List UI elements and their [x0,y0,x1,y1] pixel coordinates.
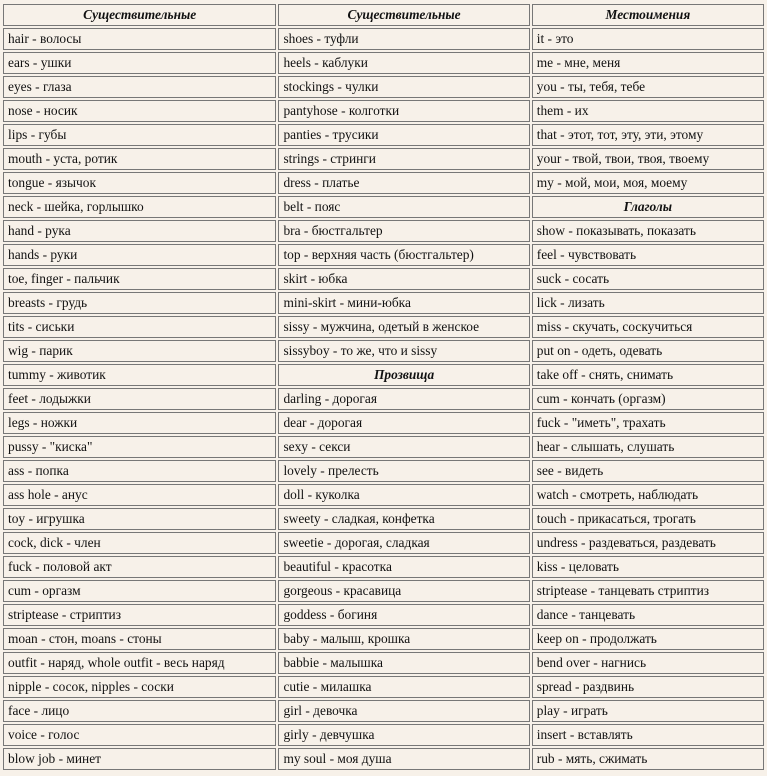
vocab-cell: blow job - минет [3,748,276,770]
table-row [3,244,764,266]
vocab-cell: belt - пояс [278,196,529,218]
vocab-cell: miss - скучать, соскучиться [532,316,764,338]
table-row [3,460,764,482]
vocab-cell: mouth - уста, ротик [3,148,276,170]
header-row [3,4,764,26]
vocab-cell: feel - чувствовать [532,244,764,266]
vocab-cell: nose - носик [3,100,276,122]
column-header-pronouns: Местоимения [532,4,764,26]
vocab-cell: hair - волосы [3,28,276,50]
vocab-cell: striptease - танцевать стриптиз [532,580,764,602]
vocab-cell: legs - ножки [3,412,276,434]
vocab-cell: undress - раздеваться, раздевать [532,532,764,554]
vocab-cell: outfit - наряд, whole outfit - весь наряд [3,652,276,674]
vocab-cell: cock, dick - член [3,532,276,554]
vocab-cell: ass hole - анус [3,484,276,506]
vocab-cell: watch - смотреть, наблюдать [532,484,764,506]
vocab-cell: baby - малыш, крошка [278,628,529,650]
vocab-cell: face - лицо [3,700,276,722]
vocab-cell: nipple - сосок, nipples - соски [3,676,276,698]
vocab-cell: hand - рука [3,220,276,242]
vocab-cell: see - видеть [532,460,764,482]
vocab-cell: striptease - стриптиз [3,604,276,626]
vocab-cell: your - твой, твои, твоя, твоему [532,148,764,170]
vocab-cell: show - показывать, показать [532,220,764,242]
vocabulary-table-body [3,4,764,770]
vocab-cell: strings - стринги [278,148,529,170]
vocab-cell: neck - шейка, горлышко [3,196,276,218]
table-row [3,388,764,410]
vocab-cell: keep on - продолжать [532,628,764,650]
vocab-cell: moan - стон, moans - стоны [3,628,276,650]
vocab-cell: wig - парик [3,340,276,362]
vocab-cell: dear - дорогая [278,412,529,434]
table-row [3,364,764,386]
vocab-cell: insert - вставлять [532,724,764,746]
section-header: Прозвища [278,364,529,386]
vocab-cell: them - их [532,100,764,122]
column-header-nouns-2: Существительные [278,4,529,26]
vocab-cell: ears - ушки [3,52,276,74]
table-row [3,220,764,242]
table-row [3,580,764,602]
table-row [3,628,764,650]
vocab-cell: touch - прикасаться, трогать [532,508,764,530]
vocab-cell: bend over - нагнись [532,652,764,674]
vocab-cell: me - мне, меня [532,52,764,74]
vocab-cell: fuck - половой акт [3,556,276,578]
table-row [3,52,764,74]
vocab-cell: doll - куколка [278,484,529,506]
vocab-cell: stockings - чулки [278,76,529,98]
table-row [3,292,764,314]
table-row [3,556,764,578]
table-row [3,100,764,122]
table-row [3,316,764,338]
vocab-cell: gorgeous - красавица [278,580,529,602]
vocab-cell: rub - мять, сжимать [532,748,764,770]
vocab-cell: it - это [532,28,764,50]
vocab-cell: ass - попка [3,460,276,482]
vocab-cell: my - мой, мои, моя, моему [532,172,764,194]
table-row [3,604,764,626]
vocab-cell: sissy - мужчина, одетый в женское [278,316,529,338]
table-row [3,724,764,746]
vocab-cell: spread - раздвинь [532,676,764,698]
vocab-cell: sweetie - дорогая, сладкая [278,532,529,554]
table-row [3,700,764,722]
vocab-cell: tits - сиськи [3,316,276,338]
table-row [3,124,764,146]
table-row [3,172,764,194]
table-row [3,340,764,362]
table-row [3,748,764,770]
vocab-cell: heels - каблуки [278,52,529,74]
vocab-cell: take off - снять, снимать [532,364,764,386]
vocab-cell: panties - трусики [278,124,529,146]
vocab-cell: hear - слышать, слушать [532,436,764,458]
vocab-cell: skirt - юбка [278,268,529,290]
vocab-cell: hands - руки [3,244,276,266]
vocab-cell: feet - лодыжки [3,388,276,410]
vocab-cell: pantyhose - колготки [278,100,529,122]
vocab-cell: girly - девчушка [278,724,529,746]
vocab-cell: girl - девочка [278,700,529,722]
table-row [3,676,764,698]
table-row [3,148,764,170]
vocab-cell: lips - губы [3,124,276,146]
vocab-cell: sexy - секси [278,436,529,458]
vocabulary-table [1,2,766,772]
vocab-cell: cum - оргазм [3,580,276,602]
table-row [3,28,764,50]
vocab-cell: dance - танцевать [532,604,764,626]
table-row [3,652,764,674]
vocab-cell: toy - игрушка [3,508,276,530]
vocab-cell: that - этот, тот, эту, эти, этому [532,124,764,146]
vocab-cell: lick - лизать [532,292,764,314]
vocab-cell: lovely - прелесть [278,460,529,482]
vocab-cell: toe, finger - пальчик [3,268,276,290]
section-header: Глаголы [532,196,764,218]
vocab-cell: dress - платье [278,172,529,194]
vocab-cell: pussy - "киска" [3,436,276,458]
table-row [3,412,764,434]
table-row [3,196,764,218]
vocab-cell: you - ты, тебя, тебе [532,76,764,98]
table-row [3,76,764,98]
vocab-cell: shoes - туфли [278,28,529,50]
vocab-cell: sweety - сладкая, конфетка [278,508,529,530]
vocab-cell: tongue - язычок [3,172,276,194]
table-row [3,508,764,530]
table-row [3,268,764,290]
vocab-cell: beautiful - красотка [278,556,529,578]
table-row [3,532,764,554]
vocab-cell: tummy - животик [3,364,276,386]
vocab-cell: top - верхняя часть (бюстгальтер) [278,244,529,266]
column-header-nouns-1: Существительные [3,4,276,26]
vocab-cell: put on - одеть, одевать [532,340,764,362]
vocab-cell: darling - дорогая [278,388,529,410]
vocab-cell: breasts - грудь [3,292,276,314]
vocab-cell: my soul - моя душа [278,748,529,770]
vocab-cell: sissyboy - то же, что и sissy [278,340,529,362]
vocab-cell: voice - голос [3,724,276,746]
vocab-cell: babbie - малышка [278,652,529,674]
vocab-cell: eyes - глаза [3,76,276,98]
vocab-cell: play - играть [532,700,764,722]
vocab-cell: mini-skirt - мини-юбка [278,292,529,314]
vocab-cell: bra - бюстгальтер [278,220,529,242]
table-row [3,436,764,458]
vocab-cell: cum - кончать (оргазм) [532,388,764,410]
vocab-cell: goddess - богиня [278,604,529,626]
vocab-cell: fuck - "иметь", трахать [532,412,764,434]
table-row [3,484,764,506]
vocab-cell: kiss - целовать [532,556,764,578]
vocab-cell: suck - сосать [532,268,764,290]
vocab-cell: cutie - милашка [278,676,529,698]
